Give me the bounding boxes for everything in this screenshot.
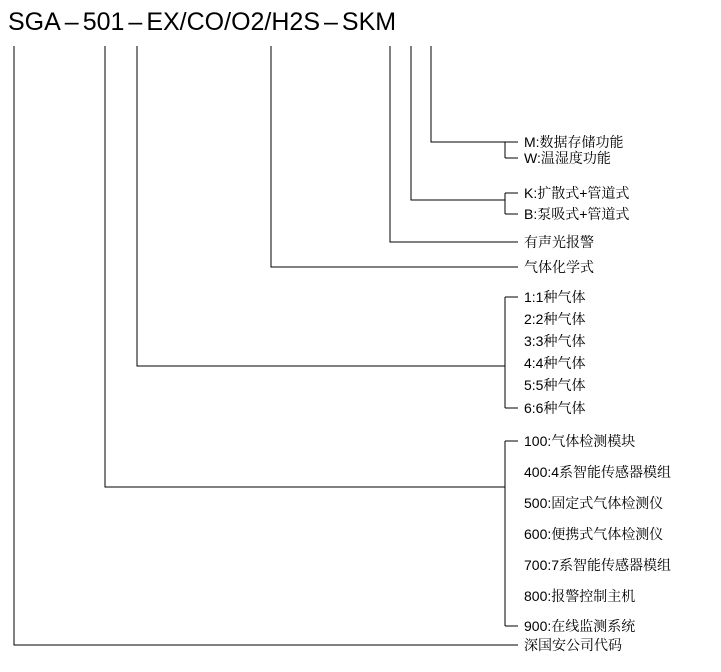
label-company-code: 深国安公司代码 xyxy=(524,637,622,653)
drop-sampling xyxy=(411,46,505,200)
label-gas-count-6: 6:6种气体 xyxy=(524,400,586,416)
code-segment-prefix: SGA xyxy=(8,8,61,36)
label-gas-count-4: 4:4种气体 xyxy=(524,355,586,371)
label-storage-w: W:温湿度功能 xyxy=(524,150,611,166)
label-sampling-k: K:扩散式+管道式 xyxy=(524,185,630,201)
code-dash-1: – xyxy=(64,8,79,36)
label-storage-m: M:数据存储功能 xyxy=(524,134,624,150)
label-alarm: 有声光报警 xyxy=(524,234,594,250)
code-segment-gases: EX/CO/O2/H2S xyxy=(146,8,320,36)
label-gas-count-5: 5:5种气体 xyxy=(524,377,586,393)
code-segment-series: 501 xyxy=(82,8,125,36)
drop-alarm xyxy=(390,46,505,242)
label-series-700: 700:7系智能传感器模组 xyxy=(524,557,672,573)
drop-gas-count xyxy=(137,46,505,366)
code-dash-2: – xyxy=(128,8,143,36)
drop-storage xyxy=(431,46,505,142)
code-segment-suffix: SKM xyxy=(341,8,397,36)
label-series-500: 500:固定式气体检测仪 xyxy=(524,495,664,511)
label-gas-count-2: 2:2种气体 xyxy=(524,311,586,327)
drop-gas-chemistry xyxy=(271,46,505,267)
label-sampling-b: B:泵吸式+管道式 xyxy=(524,206,630,222)
label-gas-count-3: 3:3种气体 xyxy=(524,333,586,349)
label-gas-chemistry: 气体化学式 xyxy=(524,259,594,275)
label-gas-count-1: 1:1种气体 xyxy=(524,289,586,305)
label-series-800: 800:报警控制主机 xyxy=(524,588,636,604)
code-dash-3: – xyxy=(324,8,338,36)
label-series-600: 600:便携式气体检测仪 xyxy=(524,526,664,542)
label-series-900: 900:在线监测系统 xyxy=(524,618,636,634)
label-series-400: 400:4系智能传感器模组 xyxy=(524,464,672,480)
label-series-100: 100:气体检测模块 xyxy=(524,433,636,449)
